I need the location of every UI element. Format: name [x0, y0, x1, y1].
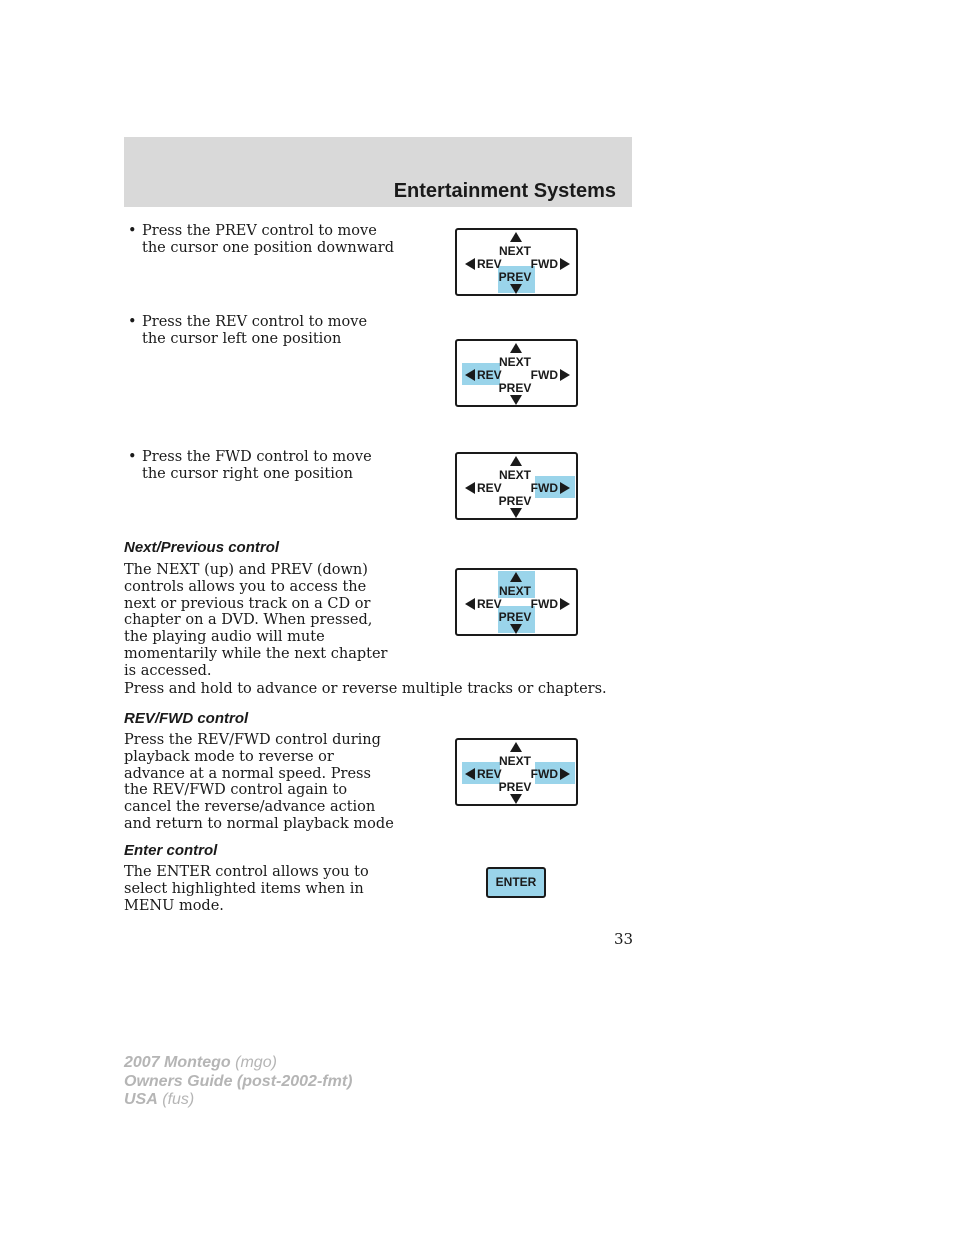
up-arrow-icon: [510, 232, 522, 242]
fwd-label: FWD: [530, 257, 558, 271]
enter-button-illustration: ENTER: [486, 867, 546, 898]
rev-label: REV: [477, 481, 502, 495]
footer-model: 2007 Montego: [124, 1054, 231, 1071]
heading-enter: Enter control: [124, 842, 218, 859]
fwd-label: FWD: [530, 597, 558, 611]
next-label: NEXT: [498, 355, 531, 369]
next-label: NEXT: [498, 584, 531, 598]
bullet-mark: •: [128, 449, 137, 465]
bullet-text-prev: Press the PREV control to move the cursor one position downward: [142, 223, 394, 256]
prev-label: PREV: [498, 270, 532, 284]
section-title: Entertainment Systems: [393, 180, 616, 202]
up-arrow-icon: [510, 742, 522, 752]
enter-body: The ENTER control allows you to select highlighted items when in MENU mode.: [124, 864, 369, 914]
bullet-text-fwd: Press the FWD control to move the cursor right one position: [142, 449, 372, 482]
page-number: 33: [614, 930, 634, 948]
bullet-text-rev: Press the REV control to move the cursor left one position: [142, 314, 368, 347]
down-arrow-icon: [510, 508, 522, 518]
section-header: [124, 137, 632, 207]
down-arrow-icon: [510, 395, 522, 405]
control-pad-prev-highlight: [455, 228, 578, 296]
rev-label: REV: [477, 767, 502, 781]
rev-label: REV: [477, 257, 502, 271]
next-previous-body-2: Press and hold to advance or reverse multiple tracks or chapters.: [124, 681, 607, 697]
prev-label: PREV: [498, 610, 532, 624]
bullet-mark: •: [128, 223, 137, 239]
control-pad-rev-fwd-highlight: [455, 738, 578, 806]
down-arrow-icon: [510, 284, 522, 294]
fwd-label: FWD: [530, 368, 558, 382]
up-arrow-icon: [510, 456, 522, 466]
prev-label: PREV: [498, 780, 532, 794]
fwd-label: FWD: [530, 767, 558, 781]
control-pad-fwd-highlight: [455, 452, 578, 520]
footer-guide: Owners Guide (post-2002-fmt): [124, 1072, 353, 1090]
up-arrow-icon: [510, 343, 522, 353]
heading-next-previous: Next/Previous control: [124, 539, 280, 556]
prev-label: PREV: [498, 381, 532, 395]
rev-label: REV: [477, 597, 502, 611]
prev-label: PREV: [498, 494, 532, 508]
heading-rev-fwd: REV/FWD control: [124, 710, 249, 727]
control-pad-next-prev-highlight: [455, 568, 578, 636]
next-label: NEXT: [498, 754, 531, 768]
rev-label: REV: [477, 368, 502, 382]
bullet-mark: •: [128, 314, 137, 330]
next-label: NEXT: [498, 468, 531, 482]
next-label: NEXT: [498, 244, 531, 258]
control-pad-rev-highlight: [455, 339, 578, 407]
rev-fwd-body: Press the REV/FWD control during playback mode to reverse or advance at a normal speed. Press the REV/FWD control again to cancel the reverse/advance action and return to normal playback mode: [124, 732, 394, 832]
down-arrow-icon: [510, 624, 522, 634]
up-arrow-icon: [510, 572, 522, 582]
down-arrow-icon: [510, 794, 522, 804]
next-previous-body: The NEXT (up) and PREV (down) controls allows you to access the next or previous track on a CD or chapter on a DVD. When pressed, the playing audio will mute momentarily while the next chapter is accessed.: [124, 562, 388, 679]
footer-model-code: (mgo): [235, 1054, 277, 1071]
footer-region: USA: [124, 1091, 158, 1108]
fwd-label: FWD: [530, 481, 558, 495]
footer-region-code: (fus): [162, 1091, 195, 1108]
footer: [124, 1054, 352, 1110]
